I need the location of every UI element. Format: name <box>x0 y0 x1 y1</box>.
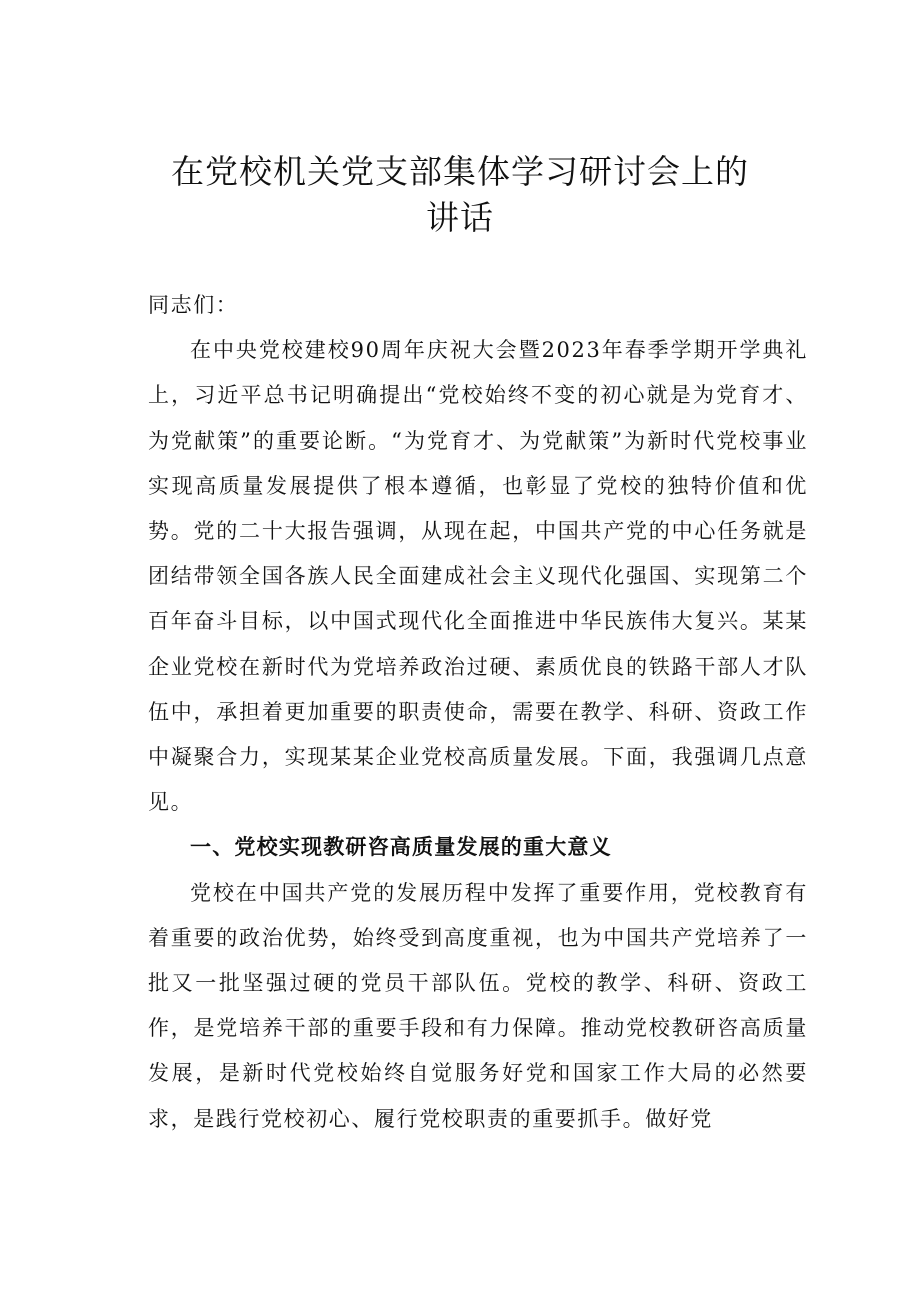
document-body <box>148 283 808 1142</box>
paragraph-1: 在中央党校建校90周年庆祝大会暨2023年春季学期开学典礼上，习近平总书记明确提出“党校始终不变的初心就是为党育才、为党献策”的重要论断。“为党育才、为党献策”为新时代党校事业实现高质量发展提供了根本遵循，也彰显了党校的独特价值和优势。党的二十大报告强调，从现在起，中国共产党的中心任务就是团结带领全国各族人民全面建成社会主义现代化强国、实现第二个百年奋斗目标，以中国式现代化全面推进中华民族伟大复兴。某某企业党校在新时代为党培养政治过硬、素质优良的铁路干部人才队伍中，承担着更加重要的职责使命，需要在教学、科研、资政工作中凝聚合力，实现某某企业党校高质量发展。下面，我强调几点意见。 <box>148 338 808 815</box>
paragraph-2: 党校在中国共产党的发展历程中发挥了重要作用，党校教育有着重要的政治优势，始终受到高度重视，也为中国共产党培养了一批又一批坚强过硬的党员干部队伍。党校的教学、科研、资政工作，是党培养干部的重要手段和有力保障。推动党校教研咨高质量发展，是新时代党校始终自觉服务好党和国家工作大局的必然要求，是践行党校初心、履行党校职责的重要抓手。做好党 <box>148 880 808 1131</box>
section-1-heading: 一、党校实现教研咨高质量发展的重大意义 <box>190 835 612 860</box>
document-title-line-1: 在党校机关党支部集体学习研讨会上的 <box>171 152 749 191</box>
document-title-line-2: 讲话 <box>426 198 494 237</box>
salutation: 同志们： <box>148 293 239 317</box>
